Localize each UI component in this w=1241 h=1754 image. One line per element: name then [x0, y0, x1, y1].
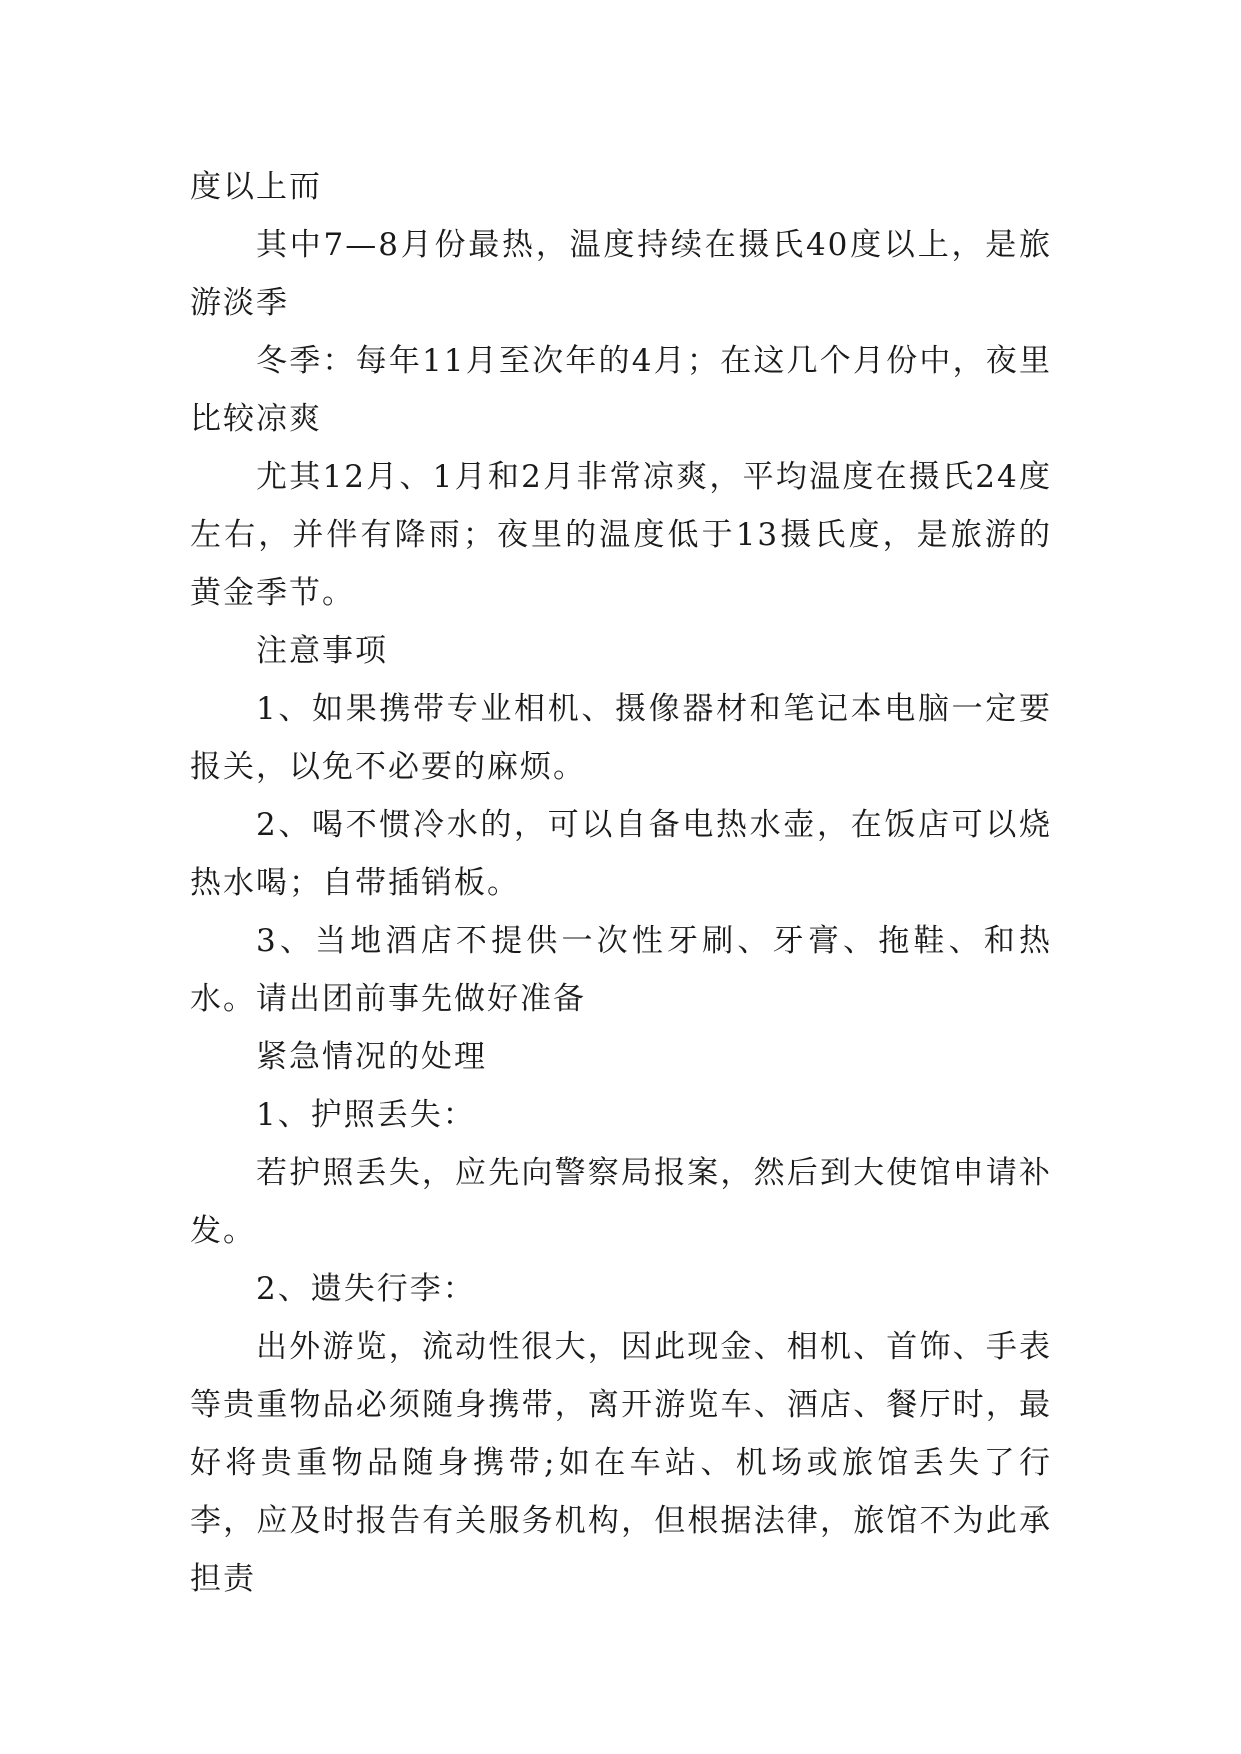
paragraph-winter: 冬季：每年11月至次年的4月；在这几个月份中，夜里比较凉爽 — [190, 343, 1052, 437]
emergency-item-1-title: 1、护照丢失： — [256, 1097, 476, 1133]
note-item-2: 2、喝不惯冷水的，可以自备电热水壶，在饭店可以烧热水喝；自带插销板。 — [190, 807, 1052, 901]
emergency-item-1-body: 若护照丢失，应先向警察局报案，然后到大使馆申请补发。 — [190, 1155, 1052, 1249]
heading-notes: 注意事项 — [256, 633, 388, 669]
paragraph-winter-detail: 尤其12月、1月和2月非常凉爽，平均温度在摄氏24度左右，并伴有降雨；夜里的温度低于13摄氏度，是旅游的黄金季节。 — [190, 459, 1052, 611]
note-item-1: 1、如果携带专业相机、摄像器材和笔记本电脑一定要报关，以免不必要的麻烦。 — [190, 691, 1052, 785]
paragraph-summer-heat: 其中7—8月份最热，温度持续在摄氏40度以上，是旅游淡季 — [190, 227, 1052, 321]
paragraph-continuation: 度以上而 — [190, 169, 322, 205]
note-item-3: 3、当地酒店不提供一次性牙刷、牙膏、拖鞋、和热水。请出团前事先做好准备 — [190, 923, 1052, 1017]
emergency-item-2-body: 出外游览，流动性很大，因此现金、相机、首饰、手表等贵重物品必须随身携带，离开游览车、酒店、餐厅时，最好将贵重物品随身携带;如在车站、机场或旅馆丢失了行李，应及时报告有关服务机构，但根据法律，旅馆不为此承担责 — [190, 1329, 1052, 1597]
heading-emergency: 紧急情况的处理 — [256, 1039, 487, 1075]
document-body — [190, 158, 1052, 1608]
emergency-item-2-title: 2、遗失行李： — [256, 1271, 476, 1307]
